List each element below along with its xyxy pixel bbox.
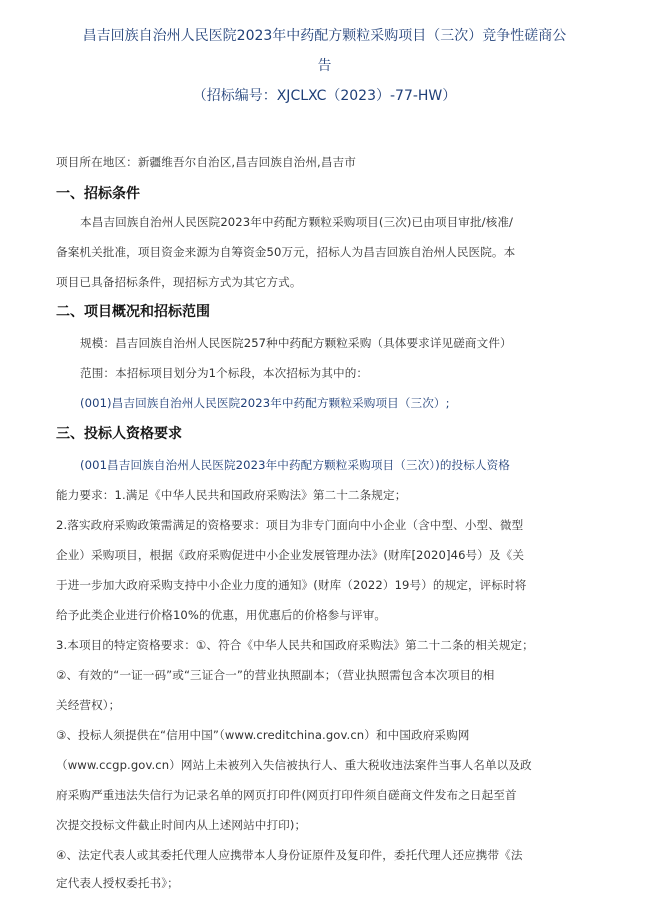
project-scope: 范围：本招标项目划分为1个标段，本次招标为其中的： <box>80 366 369 380</box>
paragraph-line: 本昌吉回族自治州人民医院2023年中药配方颗粒采购项目(三次)已由项目审批/核准/ <box>80 215 514 229</box>
paragraph-line: ③、投标人须提供在“信用中国”（www.creditchina.gov.cn）和中国政府采购网 <box>56 728 470 742</box>
paragraph-line: ④、法定代表人或其委托代理人应携带本人身份证原件及复印件，委托代理人还应携带《法 <box>56 848 523 862</box>
section-heading-tender-conditions: 一、招标条件 <box>56 186 140 202</box>
section-heading-project-overview: 二、项目概况和招标范围 <box>56 304 210 320</box>
paragraph-line: 备案机关批准，项目资金来源为自筹资金50万元，招标人为昌吉回族自治州人民医院。本 <box>56 245 516 259</box>
notice-title-line-1: 昌吉回族自治州人民医院2023年中药配方颗粒采购项目（三次）竞争性磋商公 <box>82 28 567 44</box>
paragraph-line: 关经营权）； <box>56 698 121 712</box>
paragraph-line: 定代表人授权委托书》； <box>56 876 179 890</box>
section-heading-bidder-qualifications: 三、投标人资格要求 <box>56 426 182 442</box>
project-lot: (001)昌吉回族自治州人民医院2023年中药配方颗粒采购项目（三次）; <box>80 396 450 410</box>
paragraph-line: 项目已具备招标条件，现招标方式为其它方式。 <box>56 275 302 289</box>
paragraph-line: 次提交投标文件截止时间内从上述网站中打印)； <box>56 818 307 832</box>
project-location: 项目所在地区：新疆维吾尔自治区,昌吉回族自治州,昌吉市 <box>56 155 356 169</box>
paragraph-line: 3.本项目的特定资格要求：①、符合《中华人民共和国政府采购法》第二十二条的相关规定； <box>56 638 534 652</box>
notice-title-line-2: 告 <box>317 58 332 74</box>
paragraph-line: 能力要求：1.满足《中华人民共和国政府采购法》第二十二条规定； <box>56 488 407 502</box>
project-scale: 规模：昌吉回族自治州人民医院257种中药配方颗粒采购（具体要求详见磋商文件） <box>80 336 512 350</box>
paragraph-line: 给予此类企业进行价格10%的优惠，用优惠后的价格参与评审。 <box>56 608 387 622</box>
paragraph-line: (001昌吉回族自治州人民医院2023年中药配方颗粒采购项目（三次）)的投标人资格 <box>80 458 510 472</box>
paragraph-line: 企业）采购项目，根据《政府采购促进中小企业发展管理办法》(财库[2020]46号）及《关 <box>56 548 525 562</box>
paragraph-line: ②、有效的“一证一码”或“三证合一”的营业执照副本；（营业执照需包含本次项目的相 <box>56 668 495 682</box>
paragraph-line: 府采购严重违法失信行为记录名单的网页打印件(网页打印件须自磋商文件发布之日起至首 <box>56 788 517 802</box>
paragraph-line: 2.落实政府采购政策需满足的资格要求：项目为非专门面向中小企业（含中型、小型、微型 <box>56 518 524 532</box>
paragraph-line: 于进一步加大政府采购支持中小企业力度的通知》(财库（2022）19号）的规定，评标时将 <box>56 578 527 592</box>
paragraph-line: （www.ccgp.gov.cn）网站上未被列入失信被执行人、重大税收违法案件当事人名单以及政 <box>56 758 532 772</box>
tender-number: （招标编号：XJCLXC（2023）-77-HW） <box>192 88 457 104</box>
